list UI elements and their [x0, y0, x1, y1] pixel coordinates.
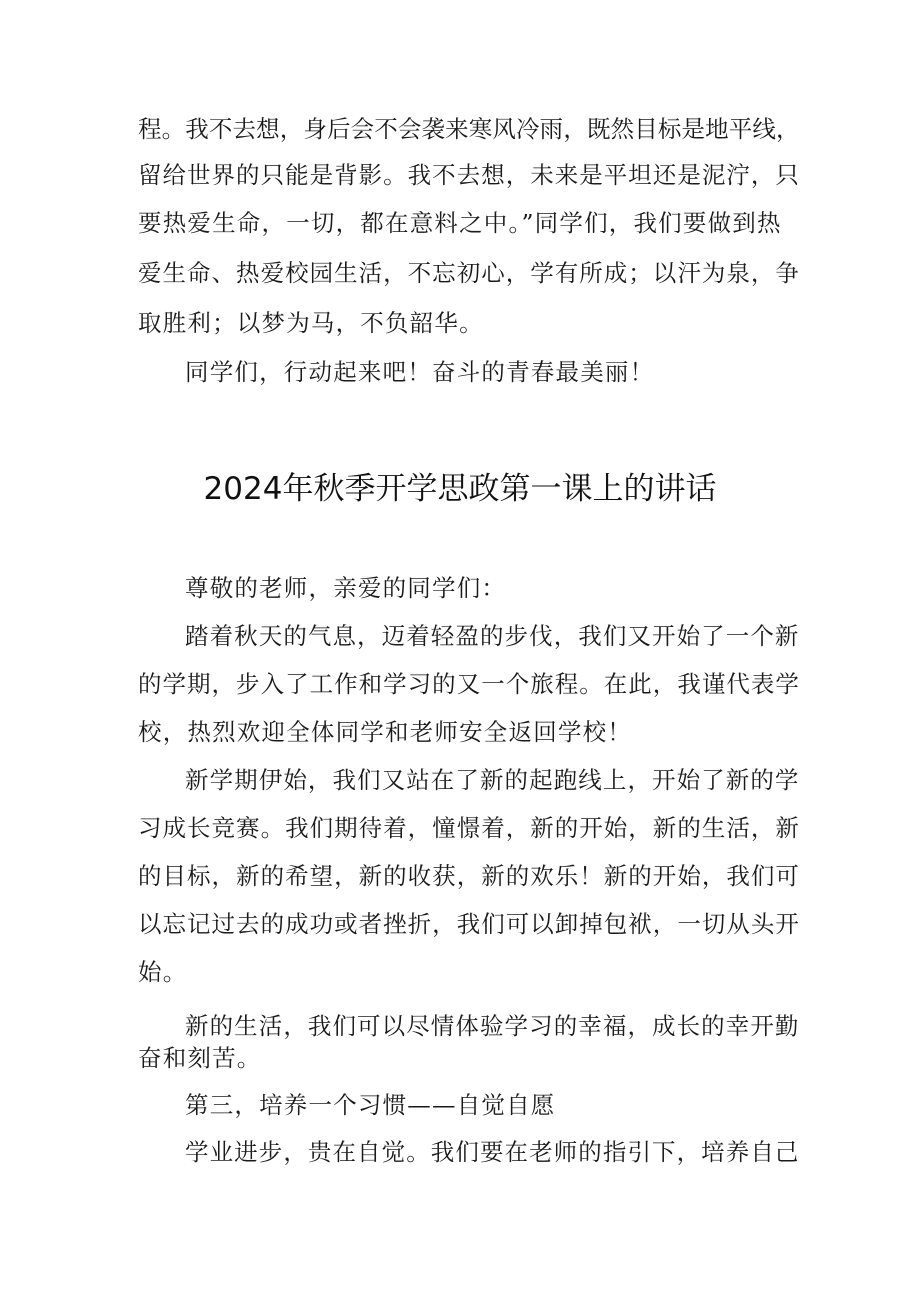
paragraph-line: 习成长竞赛。我们期待着，憧憬着，新的开始，新的生活，新 — [138, 814, 800, 842]
paragraph-line: 的学期，步入了工作和学习的又一个旅程。在此，我谨代表学 — [138, 670, 800, 698]
paragraph-line: 同学们，行动起来吧！奋斗的青春最美丽！ — [185, 358, 655, 386]
paragraph-line: 校，热烈欢迎全体同学和老师安全返回学校！ — [138, 718, 632, 746]
salutation: 尊敬的老师，亲爱的同学们： — [185, 574, 507, 602]
paragraph-line: 要热爱生命，一切，都在意料之中。”同学们，我们要做到热 — [138, 209, 782, 237]
paragraph-line: 以忘记过去的成功或者挫折，我们可以卸掉包袱，一切从头开 — [138, 910, 800, 938]
paragraph-line: 新学期伊始，我们又站在了新的起跑线上，开始了新的学 — [185, 766, 800, 794]
paragraph-line: 留给世界的只能是背影。我不去想，未来是平坦还是泥泞，只 — [138, 161, 800, 189]
paragraph-line: 奋和刻苦。 — [138, 1044, 262, 1072]
paragraph-line: 踏着秋天的气息，迈着轻盈的步伐，我们又开始了一个新 — [185, 622, 800, 650]
paragraph-line: 新的生活，我们可以尽情体验学习的幸福，成长的幸开勤 — [185, 1012, 800, 1040]
paragraph-line: 爱生命、热爱校园生活，不忘初心，学有所成；以汗为泉，争 — [138, 259, 800, 287]
paragraph-line: 取胜利；以梦为马，不负韶华。 — [138, 309, 484, 337]
paragraph-line: 始。 — [138, 958, 188, 986]
page-title: 2024年秋季开学思政第一课上的讲话 — [203, 471, 717, 507]
paragraph-line: 程。我不去想，身后会不会袭来寒风冷雨，既然目标是地平线， — [138, 115, 800, 143]
section-heading: 第三，培养一个习惯——自觉自愿 — [185, 1091, 556, 1119]
paragraph-line: 学业进步，贵在自觉。我们要在老师的指引下，培养自己 — [185, 1138, 800, 1166]
paragraph-line: 的目标，新的希望，新的收获，新的欢乐！新的开始，我们可 — [138, 862, 800, 890]
